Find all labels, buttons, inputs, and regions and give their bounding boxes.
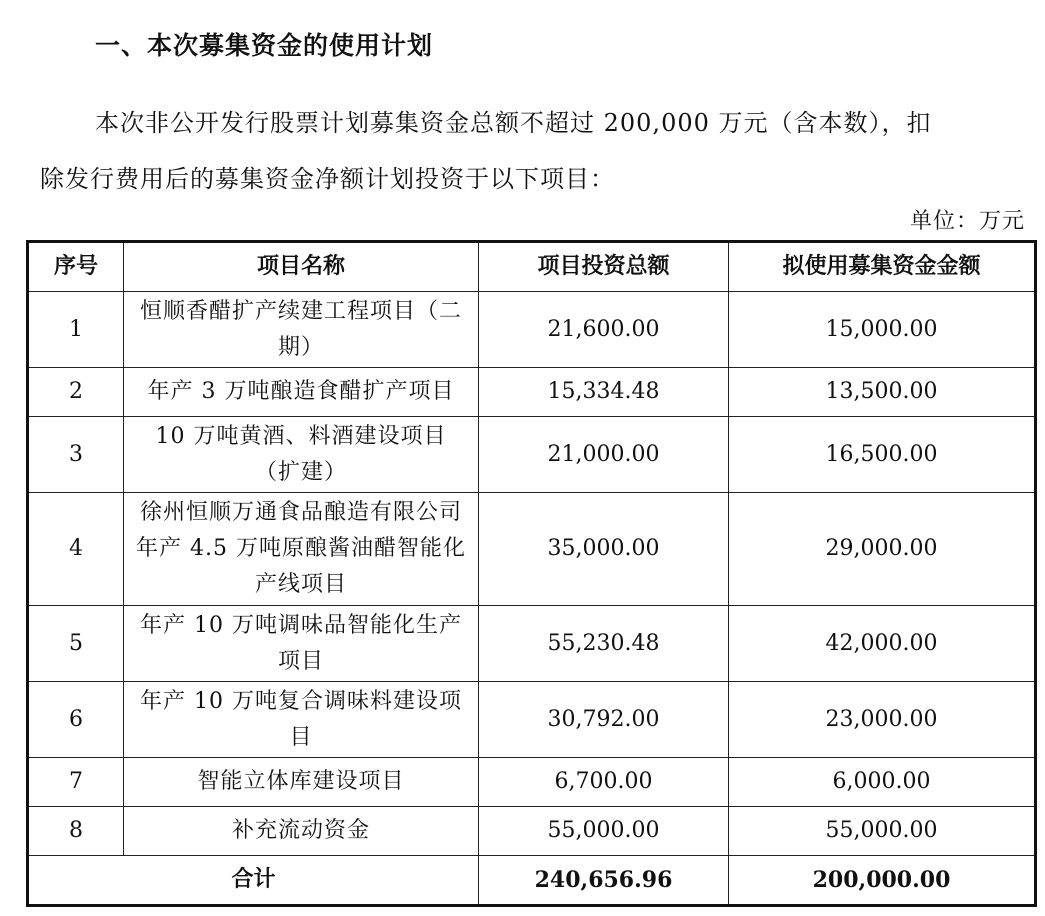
row-raised-funds: 13,500.00 xyxy=(729,368,1036,417)
row-project-name: 徐州恒顺万通食品酿造有限公司年产 4.5 万吨原酿酱油醋智能化产线项目 xyxy=(124,493,479,606)
intro-line-1: 本次非公开发行股票计划募集资金总额不超过 200,000 万元（含本数），扣 xyxy=(95,109,932,137)
row-total-investment: 55,230.48 xyxy=(479,606,729,682)
table-row xyxy=(28,368,1036,417)
row-total-investment: 30,792.00 xyxy=(479,682,729,758)
row-raised-funds: 15,000.00 xyxy=(729,292,1036,368)
row-no: 3 xyxy=(28,417,124,493)
row-project-name: 年产 10 万吨调味品智能化生产项目 xyxy=(124,606,479,682)
table-total-row xyxy=(28,856,1036,906)
row-no: 1 xyxy=(28,292,124,368)
table-row xyxy=(28,417,1036,493)
total-investment-sum: 240,656.96 xyxy=(479,856,729,906)
row-raised-funds: 6,000.00 xyxy=(729,758,1036,807)
intro-line-2: 除发行费用后的募集资金净额计划投资于以下项目： xyxy=(40,165,615,193)
table-row xyxy=(28,682,1036,758)
row-total-investment: 15,334.48 xyxy=(479,368,729,417)
row-no: 6 xyxy=(28,682,124,758)
row-project-name: 恒顺香醋扩产续建工程项目（二期） xyxy=(124,292,479,368)
table-row xyxy=(28,807,1036,856)
row-project-name: 智能立体库建设项目 xyxy=(124,758,479,807)
intro-paragraph xyxy=(40,95,1030,207)
row-total-investment: 35,000.00 xyxy=(479,493,729,606)
raised-funds-sum: 200,000.00 xyxy=(729,856,1036,906)
row-project-name: 补充流动资金 xyxy=(124,807,479,856)
row-no: 2 xyxy=(28,368,124,417)
table-row xyxy=(28,758,1036,807)
row-total-investment: 55,000.00 xyxy=(479,807,729,856)
row-project-name: 年产 3 万吨酿造食醋扩产项目 xyxy=(124,368,479,417)
col-header-no: 序号 xyxy=(28,242,124,292)
row-no: 8 xyxy=(28,807,124,856)
unit-label: 单位：万元 xyxy=(909,209,1025,234)
row-total-investment: 21,000.00 xyxy=(479,417,729,493)
row-no: 4 xyxy=(28,493,124,606)
row-project-name: 10 万吨黄酒、料酒建设项目（扩建） xyxy=(124,417,479,493)
fund-usage-table xyxy=(26,240,1037,907)
table-row xyxy=(28,292,1036,368)
section-heading: 一、本次募集资金的使用计划 xyxy=(95,31,434,60)
total-label: 合计 xyxy=(28,856,479,906)
row-raised-funds: 16,500.00 xyxy=(729,417,1036,493)
row-raised-funds: 23,000.00 xyxy=(729,682,1036,758)
row-raised-funds: 42,000.00 xyxy=(729,606,1036,682)
table-row xyxy=(28,606,1036,682)
table-row xyxy=(28,493,1036,606)
col-header-raised: 拟使用募集资金金额 xyxy=(729,242,1036,292)
col-header-name: 项目名称 xyxy=(124,242,479,292)
row-raised-funds: 55,000.00 xyxy=(729,807,1036,856)
row-total-investment: 6,700.00 xyxy=(479,758,729,807)
row-no: 5 xyxy=(28,606,124,682)
row-no: 7 xyxy=(28,758,124,807)
col-header-total: 项目投资总额 xyxy=(479,242,729,292)
row-project-name: 年产 10 万吨复合调味料建设项目 xyxy=(124,682,479,758)
row-raised-funds: 29,000.00 xyxy=(729,493,1036,606)
row-total-investment: 21,600.00 xyxy=(479,292,729,368)
table-header-row xyxy=(28,242,1036,292)
